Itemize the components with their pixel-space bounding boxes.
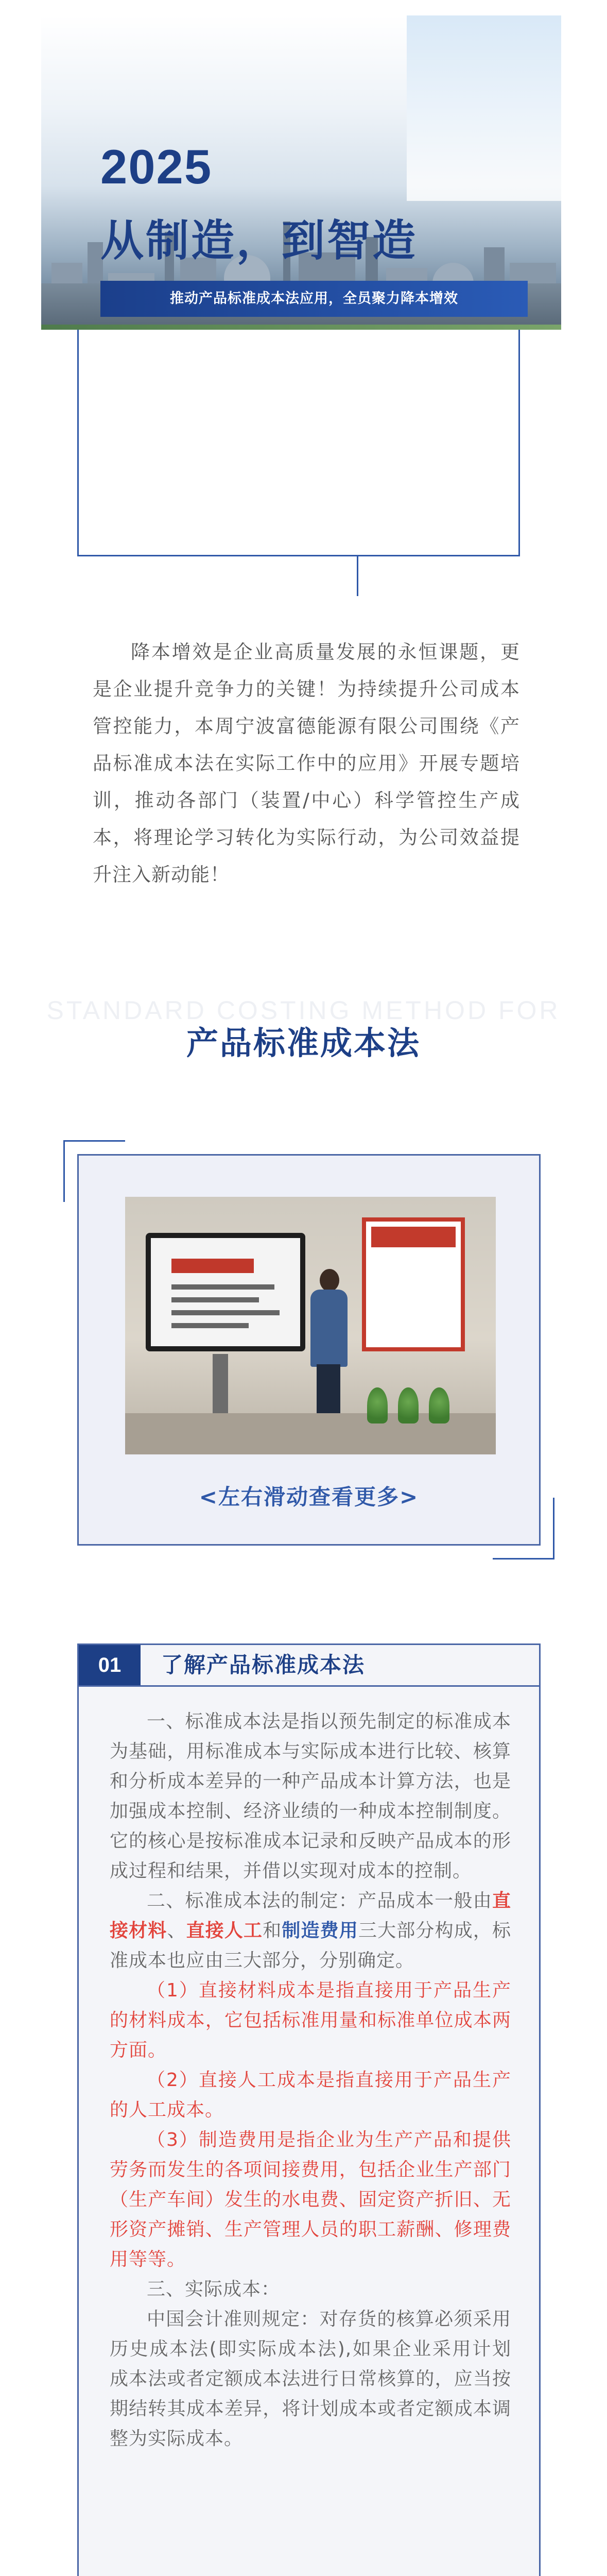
hero-year: 2025 <box>100 140 213 194</box>
wall-board <box>362 1217 465 1351</box>
hero-banner: 推动产品标准成本法应用，全员聚力降本增效 <box>100 281 528 317</box>
paragraph-accounting-standard: 中国会计准则规定：对存货的核算必须采用历史成本法(即实际成本法),如果企业采用计划成本法或者定额成本法进行日常核算的，应当按期结转其成本差异，将计划成本或者定额成本调整为实际成本。 <box>110 2309 511 2449</box>
photo-carousel-1[interactable] <box>77 1154 541 1546</box>
training-photo-1[interactable] <box>125 1197 496 1454</box>
card1-body <box>110 1707 511 2454</box>
paragraph-composition: 二、标准成本法的制定：产品成本一般由直接材料、直接人工和制造费用三大部分构成，标准成本也应由三大部分，分别确定。 <box>110 1890 511 1971</box>
paragraph-definition: 一、标准成本法是指以预先制定的标准成本为基础，用标准成本与实际成本进行比较、核算和分析成本差异的一种产品成本计算方法，也是加强成本控制、经济业绩的一种成本控制制度。它的核心是按标准成本记录和反映产品成本的形成过程和结果，并借以实现对成本的控制。 <box>110 1711 511 1882</box>
section1-watermark: STANDARD COSTING METHOD FOR <box>46 996 561 1025</box>
card-divider <box>79 1685 539 1687</box>
keyword-direct-labor: 直接人工 <box>186 1920 263 1941</box>
red-point-1: （1）直接材料成本是指直接用于产品生产的材料成本，它包括标准用量和标准单位成本两方面。 <box>110 1980 511 2061</box>
red-point-3: （3）制造费用是指企业为生产产品和提供劳务而发生的各项间接费用，包括企业生产部门（生产车间）发生的水电费、固定资产折旧、无形资产摊销、生产管理人员的职工薪酬、修理费用等等。 <box>110 2129 511 2270</box>
red-point-2: （2）直接人工成本是指直接用于产品生产的人工成本。 <box>110 2070 511 2121</box>
carousel-hint: <左右滑动查看更多> <box>199 1484 419 1510</box>
card-number-badge: 01 <box>79 1645 141 1685</box>
info-card-1 <box>77 1643 541 2576</box>
paragraph-actual-cost-heading: 三、实际成本： <box>147 2279 281 2300</box>
speaker-figure <box>310 1269 346 1429</box>
keyword-manufacturing-overhead: 制造费用 <box>282 1920 358 1941</box>
hero-sky <box>407 15 561 201</box>
hero-grass-strip <box>41 325 561 330</box>
intro-paragraph: 降本增效是企业高质量发展的永恒课题，更是企业提升竞争力的关键！为持续提升公司成本管控能力，本周宁波富德能源有限公司围绕《产品标准成本法在实际工作中的应用》开展专题培训，推动各部门（装置/中心）科学管控生产成本，将理论学习转化为实际行动，为公司效益提升注入新动能！ <box>93 641 520 886</box>
section1-title: 产品标准成本法 <box>186 1024 421 1062</box>
hero-title: 从制造，到智造 <box>100 215 418 266</box>
presentation-screen <box>146 1233 305 1351</box>
keyword-direct-material: 直接材料 <box>110 1890 511 1941</box>
card-heading: 了解产品标准成本法 <box>161 1652 366 1677</box>
corner-bracket <box>63 1140 125 1202</box>
